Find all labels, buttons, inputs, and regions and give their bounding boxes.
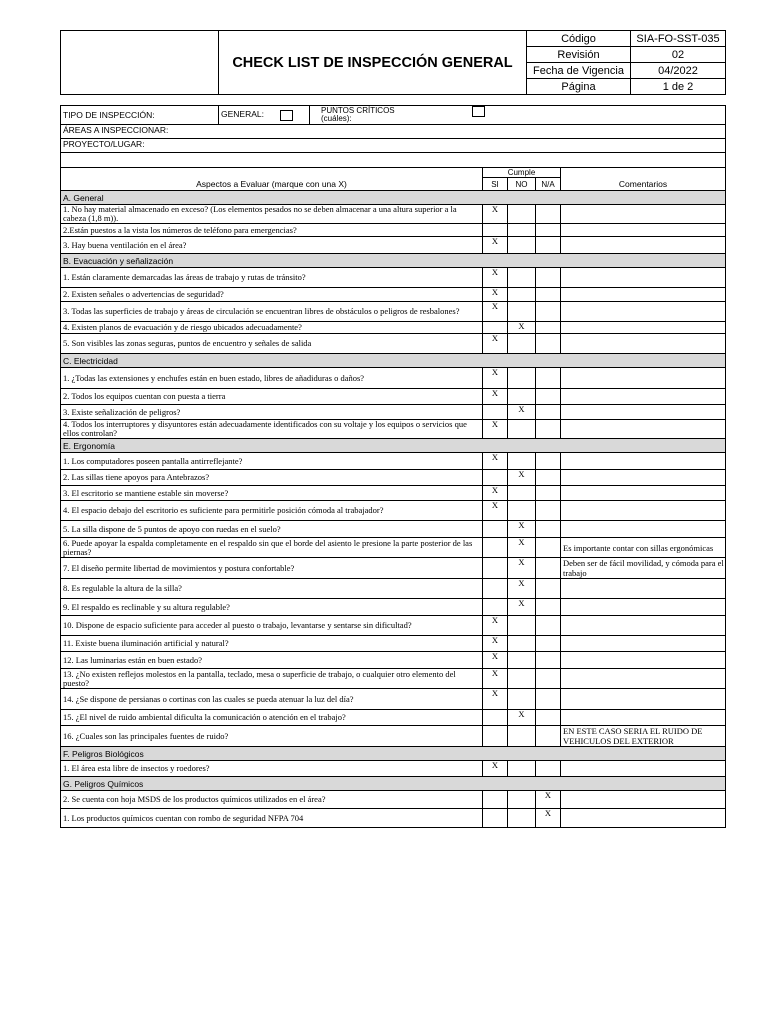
answer-no-cell[interactable] (508, 710, 536, 726)
checklist-item-row (61, 636, 726, 652)
item-question: 5. Son visibles las zonas seguras, puntos de encuentro y señales de salida (61, 334, 483, 354)
critical-points-option (310, 106, 726, 125)
checklist-item-row (61, 368, 726, 389)
check-mark: X (491, 236, 499, 246)
complies-header: Cumple (483, 168, 561, 178)
answer-na-cell[interactable] (536, 334, 561, 354)
answer-si-cell[interactable] (483, 322, 508, 334)
answer-na-cell[interactable] (536, 389, 561, 405)
answer-si-cell[interactable] (483, 405, 508, 420)
check-mark: X (544, 808, 552, 818)
meta-label: Código (527, 31, 631, 47)
answer-na-cell[interactable] (536, 761, 561, 777)
checklist-item-row (61, 237, 726, 254)
item-comment[interactable]: EN ESTE CASO SERIA EL RUIDO DE VEHICULOS DEL EXTERIOR (561, 726, 726, 747)
answer-no-cell[interactable] (508, 205, 536, 224)
item-question: 15. ¿El nivel de ruido ambiental dificulta la comunicación o atención en el trabajo? (61, 710, 483, 726)
checklist-item-row (61, 616, 726, 636)
inspection-type-label: TIPO DE INSPECCIÓN: (61, 106, 219, 125)
answer-si-cell[interactable] (483, 538, 508, 558)
meta-label: Revisión (527, 47, 631, 63)
answer-na-cell[interactable] (536, 558, 561, 579)
answer-na-cell[interactable] (536, 636, 561, 652)
checklist-item-row (61, 205, 726, 224)
item-comment[interactable] (561, 268, 726, 288)
section-header (61, 254, 726, 268)
meta-value: SIA-FO-SST-035 (631, 31, 726, 47)
answer-si-cell[interactable] (483, 389, 508, 405)
answer-no-cell[interactable] (508, 669, 536, 689)
answer-no-cell[interactable] (508, 579, 536, 599)
no-header: NO (508, 178, 536, 191)
na-header: N/A (536, 178, 561, 191)
answer-no-cell[interactable] (508, 726, 536, 747)
answer-na-cell[interactable] (536, 791, 561, 809)
checklist-item-row (61, 322, 726, 334)
check-mark: X (518, 321, 525, 331)
check-mark: X (491, 204, 499, 214)
answer-si-cell[interactable] (483, 652, 508, 669)
item-comment[interactable] (561, 322, 726, 334)
item-comment[interactable] (561, 689, 726, 710)
item-question: 9. El respaldo es reclinable y su altura regulable? (61, 599, 483, 616)
item-comment[interactable] (561, 636, 726, 652)
checklist-item-row (61, 521, 726, 538)
item-comment[interactable]: Es importante contar con sillas ergonómicas (561, 538, 726, 558)
section-title: G. Peligros Químicos (61, 777, 726, 791)
item-question: 10. Dispone de espacio suficiente para acceder al puesto o trabajo, levantarse y sentarse sin dificultad? (61, 616, 483, 636)
answer-no-cell[interactable] (508, 616, 536, 636)
answer-no-cell[interactable] (508, 389, 536, 405)
answer-no-cell[interactable] (508, 288, 536, 302)
check-mark: X (518, 404, 525, 414)
answer-si-cell[interactable] (483, 710, 508, 726)
checklist-item-row (61, 501, 726, 521)
answer-na-cell[interactable] (536, 616, 561, 636)
item-comment[interactable] (561, 302, 726, 322)
project-row (61, 139, 726, 153)
item-question: 1. ¿Todas las extensiones y enchufes están en buen estado, libres de añadiduras o daños? (61, 368, 483, 389)
item-question: 4. El espacio debajo del escritorio es suficiente para permitirle posición cómoda al trabajador? (61, 501, 483, 521)
item-comment[interactable] (561, 453, 726, 470)
answer-si-cell[interactable] (483, 237, 508, 254)
answer-si-cell[interactable] (483, 809, 508, 828)
answer-na-cell[interactable] (536, 501, 561, 521)
check-mark: X (491, 615, 499, 625)
answer-si-cell[interactable] (483, 453, 508, 470)
item-comment[interactable] (561, 288, 726, 302)
answer-si-cell[interactable] (483, 268, 508, 288)
answer-na-cell[interactable] (536, 224, 561, 237)
check-mark: X (491, 651, 499, 661)
item-comment[interactable] (561, 224, 726, 237)
item-question: 3. Todas las superficies de trabajo y áreas de circulación se encuentran libres de obstáculos o peligros de resbalones? (61, 302, 483, 322)
checklist-item-row (61, 710, 726, 726)
item-comment[interactable] (561, 599, 726, 616)
general-option (219, 106, 310, 125)
answer-na-cell[interactable] (536, 288, 561, 302)
checklist-item-row (61, 791, 726, 809)
answer-na-cell[interactable] (536, 538, 561, 558)
item-comment[interactable] (561, 486, 726, 501)
answer-si-cell[interactable] (483, 616, 508, 636)
answer-si-cell[interactable] (483, 726, 508, 747)
answer-na-cell[interactable] (536, 689, 561, 710)
answer-si-cell[interactable] (483, 470, 508, 486)
answer-no-cell[interactable] (508, 368, 536, 389)
item-question: 7. El diseño permite libertad de movimientos y postura confortable? (61, 558, 483, 579)
check-mark: X (518, 520, 525, 530)
aspects-header: Aspectos a Evaluar (marque con una X) (61, 168, 483, 191)
item-comment[interactable] (561, 237, 726, 254)
answer-si-cell[interactable] (483, 761, 508, 777)
item-comment[interactable] (561, 420, 726, 439)
item-question: 5. La silla dispone de 5 puntos de apoyo con ruedas en el suelo? (61, 521, 483, 538)
answer-no-cell[interactable] (508, 791, 536, 809)
item-question: 12. Las luminarias están en buen estado? (61, 652, 483, 669)
critical-points-checkbox[interactable] (472, 106, 485, 117)
answer-si-cell[interactable] (483, 334, 508, 354)
item-question: 3. El escritorio se mantiene estable sin moverse? (61, 486, 483, 501)
answer-na-cell[interactable] (536, 579, 561, 599)
answer-na-cell[interactable] (536, 453, 561, 470)
table-header-row-1 (61, 168, 726, 178)
answer-si-cell[interactable] (483, 501, 508, 521)
section-title: E. Ergonomía (61, 439, 726, 453)
answer-si-cell[interactable] (483, 288, 508, 302)
general-label: GENERAL: (221, 109, 264, 120)
answer-na-cell[interactable] (536, 368, 561, 389)
meta-value: 04/2022 (631, 63, 726, 79)
section-header (61, 747, 726, 761)
checklist-item-row (61, 726, 726, 747)
checklist-item-row (61, 470, 726, 486)
item-comment[interactable] (561, 389, 726, 405)
answer-no-cell[interactable] (508, 405, 536, 420)
answer-si-cell[interactable] (483, 420, 508, 439)
answer-na-cell[interactable] (536, 405, 561, 420)
answer-na-cell[interactable] (536, 599, 561, 616)
check-mark: X (491, 367, 499, 377)
answer-na-cell[interactable] (536, 669, 561, 689)
answer-si-cell[interactable] (483, 689, 508, 710)
answer-si-cell[interactable] (483, 791, 508, 809)
answer-no-cell[interactable] (508, 322, 536, 334)
answer-no-cell[interactable] (508, 268, 536, 288)
answer-no-cell[interactable] (508, 761, 536, 777)
item-question: 2. Las sillas tiene apoyos para Antebrazos? (61, 470, 483, 486)
checklist-item-row (61, 268, 726, 288)
item-question: 13. ¿No existen reflejos molestos en la pantalla, teclado, mesa o superficie de trabajo, o cualquier otro elemento del puesto? (61, 669, 483, 689)
areas-field[interactable]: ÁREAS A INSPECCIONAR: (61, 125, 726, 139)
project-field[interactable]: PROYECTO/LUGAR: (61, 139, 726, 153)
answer-si-cell[interactable] (483, 302, 508, 322)
check-mark: X (518, 578, 525, 588)
logo-area (61, 31, 219, 95)
checklist-item-row (61, 224, 726, 237)
answer-na-cell[interactable] (536, 420, 561, 439)
critical-points-which-label: (cuáles): (321, 114, 352, 123)
answer-no-cell[interactable] (508, 224, 536, 237)
item-question: 14. ¿Se dispone de persianas o cortinas con las cuales se pueda atenuar la luz del día? (61, 689, 483, 710)
answer-si-cell[interactable] (483, 224, 508, 237)
checklist-item-row (61, 652, 726, 669)
item-comment[interactable] (561, 579, 726, 599)
answer-na-cell[interactable] (536, 268, 561, 288)
item-question: 3. Existe señalización de peligros? (61, 405, 483, 420)
section-header (61, 777, 726, 791)
item-comment[interactable] (561, 761, 726, 777)
check-mark: X (491, 688, 499, 698)
item-comment[interactable] (561, 405, 726, 420)
answer-na-cell[interactable] (536, 302, 561, 322)
answer-no-cell[interactable] (508, 689, 536, 710)
item-comment[interactable] (561, 521, 726, 538)
answer-si-cell[interactable] (483, 205, 508, 224)
check-mark: X (518, 598, 525, 608)
section-title: C. Electricidad (61, 354, 726, 368)
check-mark: X (518, 557, 525, 567)
answer-si-cell[interactable] (483, 368, 508, 389)
section-header (61, 191, 726, 205)
answer-no-cell[interactable] (508, 558, 536, 579)
check-mark: X (491, 485, 499, 495)
answer-no-cell[interactable] (508, 453, 536, 470)
item-comment[interactable] (561, 334, 726, 354)
check-mark: X (491, 668, 499, 678)
check-mark: X (491, 388, 499, 398)
item-question: 1. Los computadores poseen pantalla antirreflejante? (61, 453, 483, 470)
answer-no-cell[interactable] (508, 334, 536, 354)
checklist-item-row (61, 302, 726, 322)
check-mark: X (491, 333, 499, 343)
check-mark: X (491, 635, 499, 645)
answer-na-cell[interactable] (536, 710, 561, 726)
checklist-item-row (61, 405, 726, 420)
answer-na-cell[interactable] (536, 470, 561, 486)
check-mark: X (518, 537, 525, 547)
answer-no-cell[interactable] (508, 636, 536, 652)
item-comment[interactable]: Deben ser de fácil movilidad, y cómoda para el trabajo (561, 558, 726, 579)
check-mark: X (491, 760, 499, 770)
checklist-table (60, 105, 726, 828)
meta-value: 1 de 2 (631, 79, 726, 95)
item-comment[interactable] (561, 501, 726, 521)
areas-row (61, 125, 726, 139)
answer-na-cell[interactable] (536, 521, 561, 538)
item-question: 3. Hay buena ventilación en el área? (61, 237, 483, 254)
answer-no-cell[interactable] (508, 470, 536, 486)
item-question: 2. Todos los equipos cuentan con puesta a tierra (61, 389, 483, 405)
check-mark: X (491, 500, 499, 510)
item-question: 2. Existen señales o advertencias de seguridad? (61, 288, 483, 302)
check-mark: X (491, 287, 499, 297)
answer-no-cell[interactable] (508, 501, 536, 521)
answer-si-cell[interactable] (483, 486, 508, 501)
critical-points-label: PUNTOS CRÍTICOS (321, 106, 395, 115)
check-mark: X (518, 709, 525, 719)
item-question: 2. Se cuenta con hoja MSDS de los productos químicos utilizados en el área? (61, 791, 483, 809)
answer-no-cell[interactable] (508, 538, 536, 558)
check-mark: X (544, 790, 552, 800)
checklist-item-row (61, 579, 726, 599)
meta-value: 02 (631, 47, 726, 63)
item-comment[interactable] (561, 669, 726, 689)
answer-si-cell[interactable] (483, 669, 508, 689)
checklist-item-row (61, 809, 726, 828)
checklist-item-row (61, 599, 726, 616)
check-mark: X (491, 419, 499, 429)
answer-na-cell[interactable] (536, 237, 561, 254)
answer-si-cell[interactable] (483, 579, 508, 599)
blank-row (61, 153, 726, 168)
document-header (60, 30, 726, 95)
item-comment[interactable] (561, 791, 726, 809)
item-comment[interactable] (561, 652, 726, 669)
answer-no-cell[interactable] (508, 486, 536, 501)
checklist-item-row (61, 420, 726, 439)
item-comment[interactable] (561, 710, 726, 726)
item-question: 2.Están puestos a la vista los números de teléfono para emergencias? (61, 224, 483, 237)
item-question: 1. Los productos químicos cuentan con rombo de seguridad NFPA 704 (61, 809, 483, 828)
answer-na-cell[interactable] (536, 205, 561, 224)
checklist-item-row (61, 669, 726, 689)
section-header (61, 354, 726, 368)
answer-na-cell[interactable] (536, 652, 561, 669)
item-comment[interactable] (561, 470, 726, 486)
checklist-item-row (61, 558, 726, 579)
item-question: 1. Están claramente demarcadas las áreas de trabajo y rutas de tránsito? (61, 268, 483, 288)
answer-no-cell[interactable] (508, 599, 536, 616)
check-mark: X (491, 267, 499, 277)
inspection-type-row (61, 106, 726, 125)
item-question: 8. Es regulable la altura de la silla? (61, 579, 483, 599)
comments-header: Comentarios (561, 168, 726, 191)
meta-label: Fecha de Vigencia (527, 63, 631, 79)
check-mark: X (491, 301, 499, 311)
checklist-item-row (61, 486, 726, 501)
answer-no-cell[interactable] (508, 302, 536, 322)
section-title: B. Evacuación y señalización (61, 254, 726, 268)
check-mark: X (518, 469, 525, 479)
checklist-item-row (61, 453, 726, 470)
item-question: 4. Existen planos de evacuación y de riesgo ubicados adecuadamente? (61, 322, 483, 334)
answer-si-cell[interactable] (483, 558, 508, 579)
section-title: A. General (61, 191, 726, 205)
general-checkbox[interactable] (280, 110, 293, 121)
checklist-item-row (61, 334, 726, 354)
answer-no-cell[interactable] (508, 420, 536, 439)
item-question: 16. ¿Cuales son las principales fuentes de ruido? (61, 726, 483, 747)
item-comment[interactable] (561, 616, 726, 636)
answer-si-cell[interactable] (483, 599, 508, 616)
checklist-item-row (61, 538, 726, 558)
answer-na-cell[interactable] (536, 486, 561, 501)
document-title: CHECK LIST DE INSPECCIÓN GENERAL (219, 31, 527, 95)
answer-na-cell[interactable] (536, 322, 561, 334)
answer-si-cell[interactable] (483, 636, 508, 652)
answer-na-cell[interactable] (536, 726, 561, 747)
checklist-item-row (61, 689, 726, 710)
meta-label: Página (527, 79, 631, 95)
item-comment[interactable] (561, 205, 726, 224)
yes-header: SI (483, 178, 508, 191)
answer-no-cell[interactable] (508, 521, 536, 538)
answer-no-cell[interactable] (508, 237, 536, 254)
item-question: 6. Puede apoyar la espalda completamente en el respaldo sin que el borde del asiento le presione la parte posterior de las piernas? (61, 538, 483, 558)
answer-si-cell[interactable] (483, 521, 508, 538)
answer-na-cell[interactable] (536, 809, 561, 828)
item-question: 4. Todos los interruptores y disyuntores están adecuadamente identificados con su voltaje y los equipos o servicios que ellos controlan? (61, 420, 483, 439)
checklist-item-row (61, 389, 726, 405)
checklist-item-row (61, 761, 726, 777)
item-comment[interactable] (561, 809, 726, 828)
section-header (61, 439, 726, 453)
item-comment[interactable] (561, 368, 726, 389)
item-question: 1. El área esta libre de insectos y roedores? (61, 761, 483, 777)
item-question: 11. Existe buena iluminación artificial y natural? (61, 636, 483, 652)
section-title: F. Peligros Biológicos (61, 747, 726, 761)
item-question: 1. No hay material almacenado en exceso? (Los elementos pesados no se deben almacenar a una altura superior a la cabeza (1,8 m)). (61, 205, 483, 224)
answer-no-cell[interactable] (508, 652, 536, 669)
checklist-item-row (61, 288, 726, 302)
check-mark: X (491, 452, 499, 462)
answer-no-cell[interactable] (508, 809, 536, 828)
